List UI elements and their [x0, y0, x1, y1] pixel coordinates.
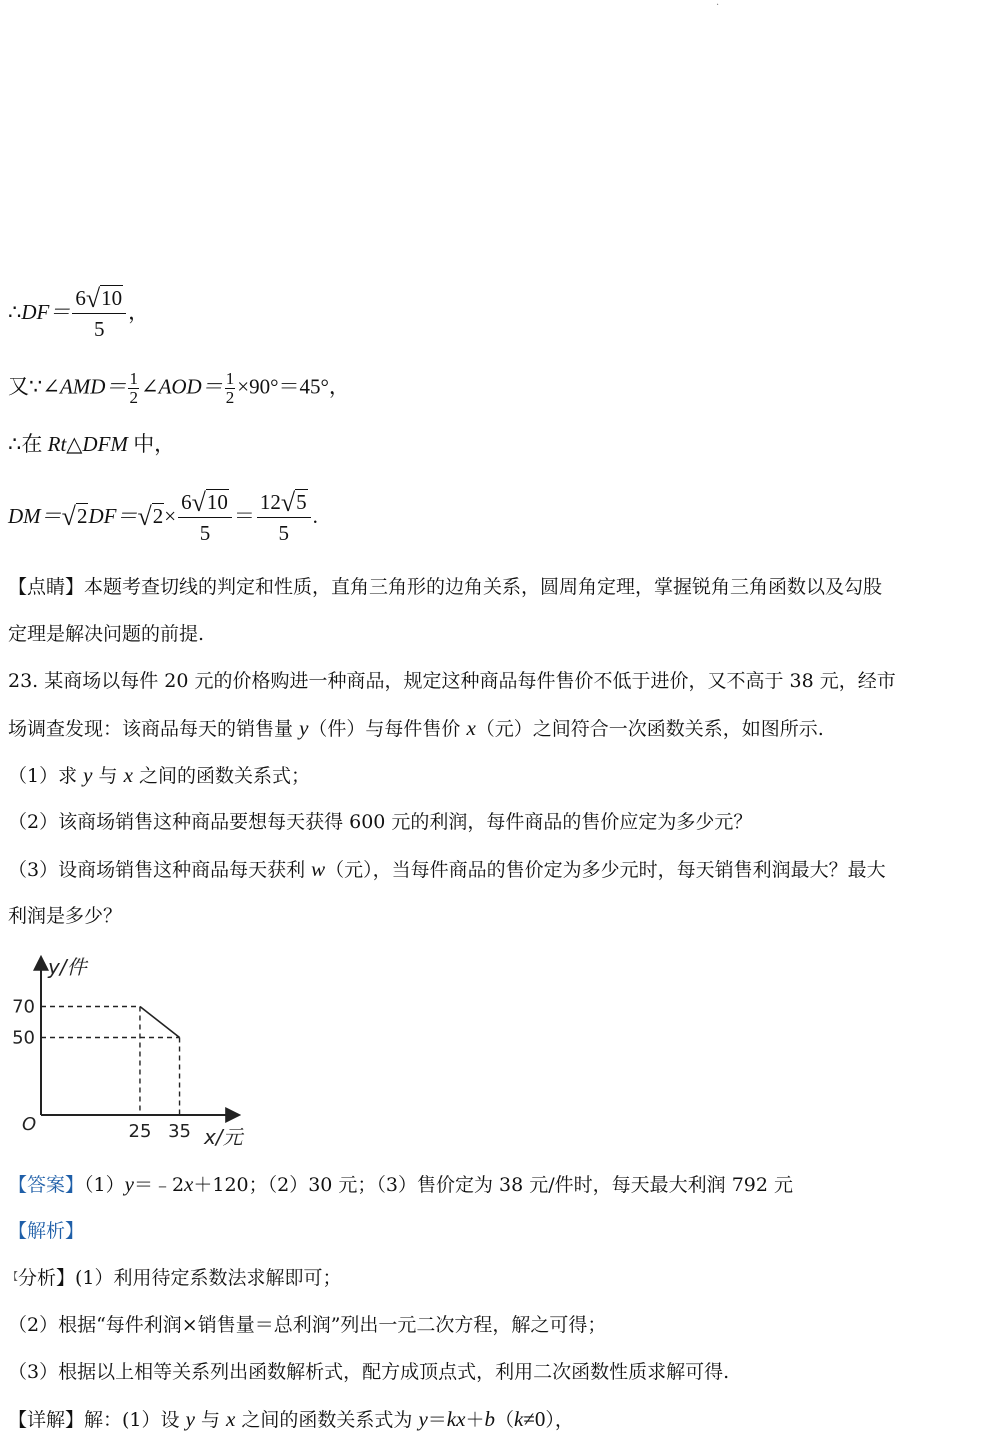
answer-tag: 【答案】 [8, 1174, 85, 1196]
y-axis-label: y/件 [48, 955, 87, 979]
angle-equation: 又∵∠AMD＝ $\frac{1}{2}$ ∠AOD＝ $\frac{1}{2}$ ×90°＝45°， [8, 369, 350, 407]
problem-line-1: 23. 某商场以每件 20 元的价格购进一种商品，规定这种商品每件售价不低于进价，又不高于 38 元，经市 [8, 670, 896, 692]
df-fraction-2: $\frac{6√10}{5}$ [178, 488, 232, 548]
sales-price-chart [8, 950, 258, 1150]
x-tick-label-25: 25 [128, 1121, 152, 1142]
detail-line: 【详解】解：(1）设 y 与 x 之间的函数关系式为 y＝kx＋b（k≠0）， [8, 1407, 574, 1431]
chart-marks [12, 997, 191, 1143]
half-fraction-2: $\frac{1}{2}$ [225, 369, 235, 407]
analysis-line-3: （3）根据以上相等关系列出函数解析式，配方成顶点式，利用二次函数性质求解可得. [8, 1361, 730, 1383]
analysis-bracket: 【 [8, 1272, 18, 1283]
sqrt-2: √2 [61, 501, 88, 531]
comment-line-1: 【点睛】本题考查切线的判定和性质，直角三角形的边角关系，圆周角定理，掌握锐角三角函数以及勾股 [8, 576, 883, 598]
comment-line-2: 定理是解决问题的前提. [8, 623, 205, 645]
series-line [140, 1007, 180, 1038]
df-equation: ∴DF＝ $\frac{6√10}{5}$ ， [8, 284, 149, 344]
top-mark: · [716, 0, 720, 11]
question-1: （1）求 y 与 x 之间的函数关系式； [8, 763, 310, 787]
question-3-line-2: 利润是多少？ [8, 905, 123, 927]
analysis-tag: 【解析】 [8, 1220, 85, 1242]
origin-label: O [22, 1114, 37, 1135]
result-fraction: $\frac{12√5}{5}$ [257, 488, 311, 548]
therefore-symbol: ∴ [8, 299, 22, 324]
sqrt-2b: √2 [137, 501, 164, 531]
question-2: （2）该商场销售这种商品要想每天获得 600 元的利润，每件商品的售价应定为多少元？ [8, 811, 753, 833]
question-3: （3）设商场销售这种商品每天获利 w（元），当每件商品的售价定为多少元时，每天销售利润最大？最大 [8, 857, 886, 881]
y-tick-label-70: 70 [12, 996, 35, 1018]
y-tick-label-50: 50 [12, 1027, 35, 1049]
df-fraction: $\frac{6√10}{5}$ [72, 284, 126, 344]
analysis-line-2: （2）根据“每件利润×销售量＝总利润”列出一元二次方程，解之可得； [8, 1314, 607, 1336]
problem-line-2: 场调查发现：该商品每天的销售量 y（件）与每件售价 x（元）之间符合一次函数关系，如图所示. [8, 716, 824, 740]
half-fraction: $\frac{1}{2}$ [129, 369, 138, 407]
analysis-line-1: 【分析】(1）利用待定系数法求解即可； [8, 1267, 342, 1289]
df-lhs: DF＝ [21, 299, 71, 324]
dm-equation: DM＝√2DF＝√2× $\frac{6√10}{5}$ ＝ $\frac{12√5}{5}$ . [8, 488, 318, 548]
triangle-line: ∴在 Rt△DFM 中， [8, 432, 176, 456]
x-axis-label: x/元 [204, 1125, 243, 1149]
answer-line: 【答案】（1）y＝﹣2x＋120；（2）30 元；（3）售价定为 38 元/件时，每天最大利润 792 元 [8, 1172, 794, 1196]
x-tick-label-35: 35 [168, 1121, 191, 1142]
